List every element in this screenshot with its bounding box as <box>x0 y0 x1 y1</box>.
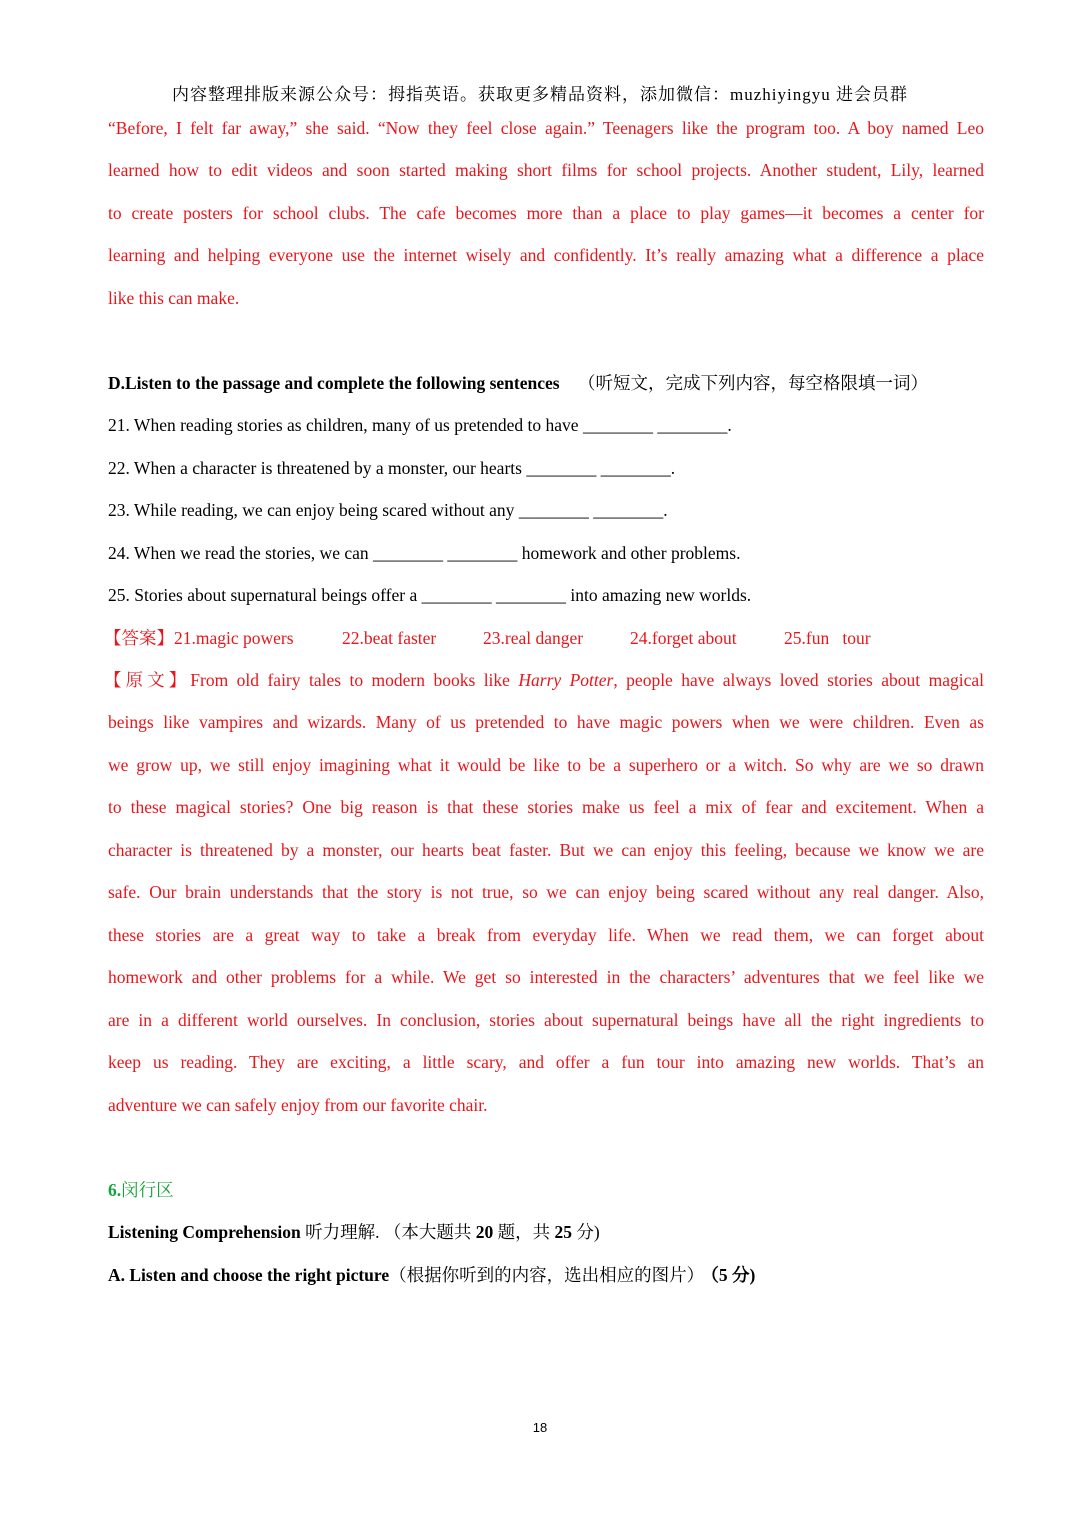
answer-blank[interactable]: ________ ________ <box>526 458 671 478</box>
answer-item: 21.magic powers <box>174 628 294 648</box>
passage-line: to create posters for school clubs. The cafe becomes more than a place to play games—it becomes a center for <box>108 203 984 223</box>
question-text: 22. When a character is threatened by a monster, our hearts <box>108 458 527 478</box>
original-text: From old fairy tales to modern books like <box>190 670 519 690</box>
section-number: 6. <box>108 1180 122 1200</box>
original-line <box>104 669 984 691</box>
listening-title-cn: 题，共 <box>493 1222 555 1242</box>
original-line: keep us reading. They are exciting, a little scary, and offer a fun tour into amazing new worlds. That’s an <box>108 1052 984 1072</box>
answer-item: 24.forget about <box>630 628 737 648</box>
question-text: 24. When we read the stories, we can <box>108 543 373 563</box>
answer-blank[interactable]: ________ ________ <box>373 543 518 563</box>
question-text: 25. Stories about supernatural beings offer a <box>108 585 422 605</box>
district-heading <box>108 1179 984 1201</box>
question-text: . <box>727 415 732 435</box>
original-line: are in a different world ourselves. In conclusion, stories about supernatural beings have all the right ingredients to <box>108 1010 984 1030</box>
question-25 <box>108 584 984 606</box>
original-line: we grow up, we still enjoy imagining what it would be like to be a superhero or a witch. So why are we so drawn <box>108 755 984 775</box>
listening-title <box>108 1221 984 1243</box>
original-line: beings like vampires and wizards. Many of us pretended to have magic powers when we were children. Even as <box>108 712 984 732</box>
answer-item: 23.real danger <box>483 628 584 648</box>
original-line: homework and other problems for a while. We get so interested in the characters’ adventures that we feel like we <box>108 967 984 987</box>
district-name: 闵行区 <box>121 1180 174 1200</box>
question-text: . <box>670 458 676 478</box>
question-24 <box>108 542 984 564</box>
original-line: adventure we can safely enjoy from our favorite chair. <box>108 1095 488 1115</box>
question-21 <box>108 414 984 436</box>
question-count: 20 <box>475 1222 494 1242</box>
passage-line: “Before, I felt far away,” she said. “Now they feel close again.” Teenagers like the program too. A boy named Leo <box>108 118 984 138</box>
listening-title-en: Listening Comprehension <box>108 1222 301 1242</box>
passage-line: learning and helping everyone use the internet wisely and confidently. It’s really amazing what a difference a place <box>108 245 984 265</box>
total-score: 25 <box>554 1222 572 1242</box>
question-text: homework and other problems. <box>517 543 741 563</box>
question-text: 21. When reading stories as children, many of us pretended to have <box>108 415 583 435</box>
page-header: 内容整理排版来源公众号：拇指英语。获取更多精品资料，添加微信：muzhiyingyu 进会员群 <box>172 85 908 104</box>
answer-item: 25.fun tour <box>784 628 871 648</box>
part-a-title-en: A. Listen and choose the right picture <box>108 1265 390 1285</box>
section-d-title-en: D.Listen to the passage and complete the following sentences <box>108 373 560 393</box>
answer-item: 22.beat faster <box>342 628 437 648</box>
original-line: safe. Our brain understands that the story is not true, so we can enjoy being scared without any real danger. Also, <box>108 882 984 902</box>
original-line: these stories are a great way to take a break from everyday life. When we read them, we can forget about <box>108 925 984 945</box>
passage-line: like this can make. <box>108 288 240 308</box>
listening-title-cn: 听力理解. （本大题共 <box>300 1222 476 1242</box>
original-line: to these magical stories? One big reason is that these stories make us feel a mix of fear and excitement. When a <box>108 797 984 817</box>
original-label: 【原文】 <box>104 670 191 690</box>
answer-line <box>104 627 980 649</box>
passage-line: learned how to edit videos and soon started making short films for school projects. Another student, Lily, learned <box>108 160 984 180</box>
question-text: . <box>663 500 668 520</box>
page-number: 18 <box>532 1420 548 1435</box>
question-22 <box>108 457 984 479</box>
part-a-title-cn: （根据你听到的内容，选出相应的图片） <box>389 1265 705 1285</box>
question-23 <box>108 499 984 521</box>
question-text: into amazing new worlds. <box>566 585 752 605</box>
part-a-score: （5 分) <box>710 1265 756 1285</box>
answer-blank[interactable]: ________ ________ <box>421 585 566 605</box>
answer-blank[interactable]: ________ ________ <box>582 415 728 435</box>
part-a-title <box>108 1264 984 1286</box>
section-d-title-cn: （听短文，完成下列内容，每空格限填一词） <box>577 373 928 393</box>
book-title: Harry Potter <box>518 670 614 690</box>
question-text: 23. While reading, we can enjoy being scared without any <box>108 500 519 520</box>
answer-blank[interactable]: ________ ________ <box>518 500 664 520</box>
original-line: character is threatened by a monster, our hearts beat faster. But we can enjoy this feeling, because we know we are <box>108 840 984 860</box>
original-text: , people have always loved stories about magical <box>613 670 984 690</box>
section-d-title <box>108 372 984 394</box>
listening-title-cn: 分) <box>571 1222 600 1242</box>
answer-label: 【答案】 <box>104 628 174 648</box>
